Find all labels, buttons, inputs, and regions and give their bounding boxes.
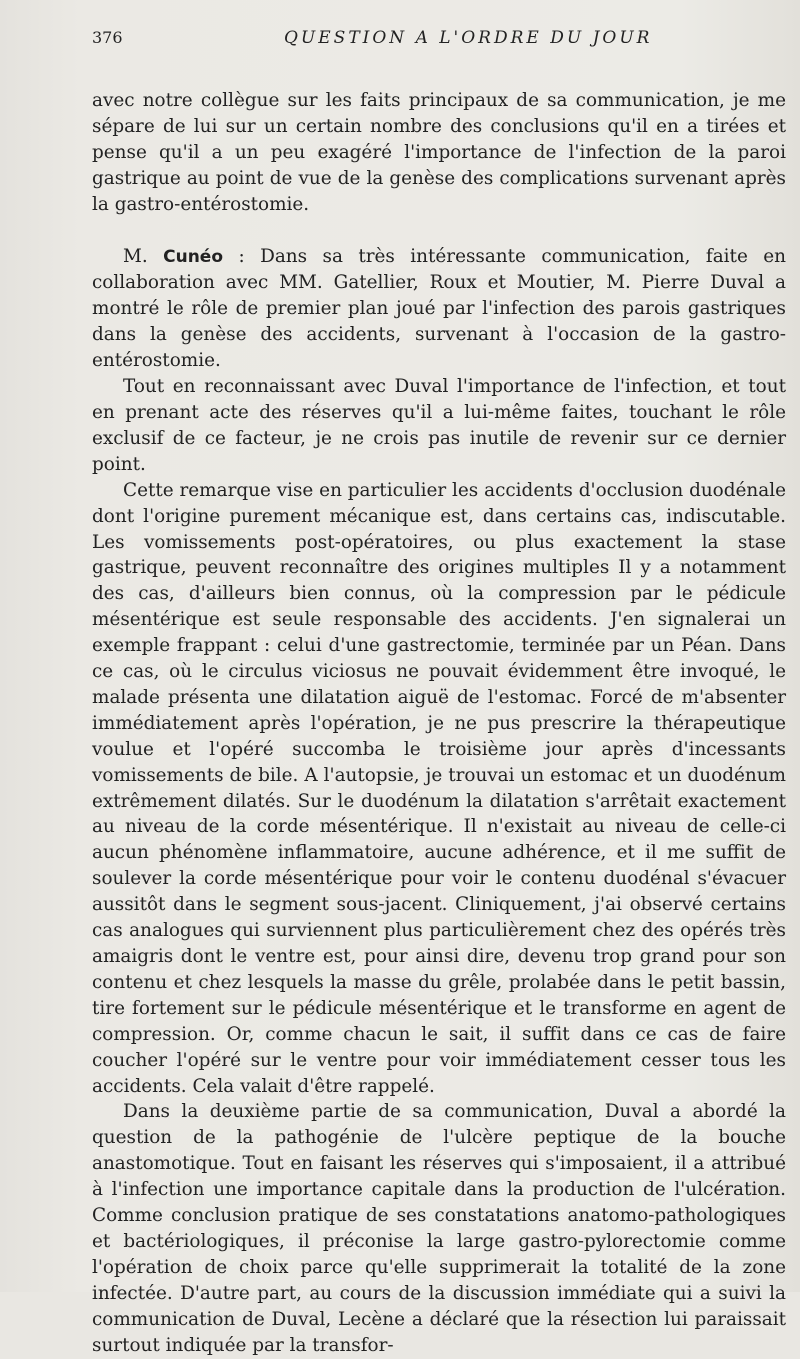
running-head: QUESTION A L'ORDRE DU JOUR (284, 28, 653, 48)
paragraph: Dans la deuxième partie de sa communication, Duval a abordé la question de la pathogénie de l'ulcère peptique de la bouche anastomotique. Tout en faisant les réserves qui s'imposaient, il a attribué à l'infection une importance capitale dans la production de l'ulcération. Comme conclusion pratique de ses constatations anatomo-pathologiques et bactériologiques, il préconise la large gastro-pylorectomie comme l'opération de choix parce qu'elle supprimerait la totalité de la zone infectée. D'autre part, au cours de la discussion immédiate qui a suivi la communication de Duval, Lecène a déclaré que la résection lui paraissait surtout indiquée par la transfor- (92, 1101, 786, 1356)
speaker-prefix: M. (123, 245, 148, 267)
page-number: 376 (92, 28, 123, 47)
paragraph: avec notre collègue sur les faits principaux de sa communication, je me sépare de lui sur un certain nombre des conclusions qu'il en a tirées et pense qu'il a un peu exagéré l'importance de l'infection de la paroi gastrique au point de vue de la genèse des complications survenant après la gastro-entérostomie. (92, 90, 786, 215)
paragraph (92, 244, 786, 375)
paragraph: Cette remarque vise en particulier les accidents d'occlusion duodénale dont l'origine purement mécanique est, dans certains cas, indiscutable. Les vomissements post-opératoires, ou plus exactement la stase gastrique, peuvent reconnaître des origines multiples Il y a notamment des cas, d'ailleurs bien connus, où la compression par le pédicule mésentérique est seule responsable des accidents. J'en signalerai un exemple frappant : celui d'une gastrectomie, terminée par un Péan. Dans ce cas, où le circulus viciosus ne pouvait évidemment être invoqué, le malade présenta une dilatation aiguë de l'estomac. Forcé de m'absenter immédiatement après l'opération, je ne pus prescrire la thérapeutique voulue et l'opéré succomba le troisième jour après d'incessants vomissements de bile. A l'autopsie, je trouvai un estomac et un duodénum extrêmement dilatés. Sur le duodénum la dilatation s'arrêtait exactement au niveau de la corde mésentérique. Il n'existait au niveau de celle-ci aucun phénomène inflammatoire, aucune adhérence, et il me suffit de soulever la corde mésentérique pour voir le contenu duodénal s'évacuer aussitôt dans le segment sous-jacent. Cliniquement, j'ai observé certains cas analogues qui surviennent plus particulièrement chez des opérés très amaigris dont le ventre est, pour ainsi dire, devenu trop grand pour son contenu et chez lesquels la masse du grêle, prolabée dans le petit bassin, tire fortement sur le pédicule mésentérique et le transforme en agent de compression. Or, comme chacun le sait, il suffit dans ce cas de faire coucher l'opéré sur le ventre pour voir immédiatement cesser tous les accidents. Cela valait d'être rappelé. (92, 479, 786, 1097)
speaker-name: Cunéo (163, 246, 224, 267)
paragraph-text: : Dans sa très intéressante communication, faite en collaboration avec MM. Gatellier, Roux et Moutier, M. Pierre Duval a montré le rôle de premier plan joué par l'infection des parois gastriques dans la genèse des accidents, survenant à l'occasion de la gastro-entérostomie. (92, 245, 786, 372)
page-header (92, 28, 786, 56)
paragraph: Tout en reconnaissant avec Duval l'importance de l'infection, et tout en prenant acte des réserves qu'il a lui-même faites, touchant le rôle exclusif de ce facteur, je ne crois pas inutile de revenir sur ce dernier point. (92, 376, 786, 475)
body-text (92, 88, 786, 1359)
